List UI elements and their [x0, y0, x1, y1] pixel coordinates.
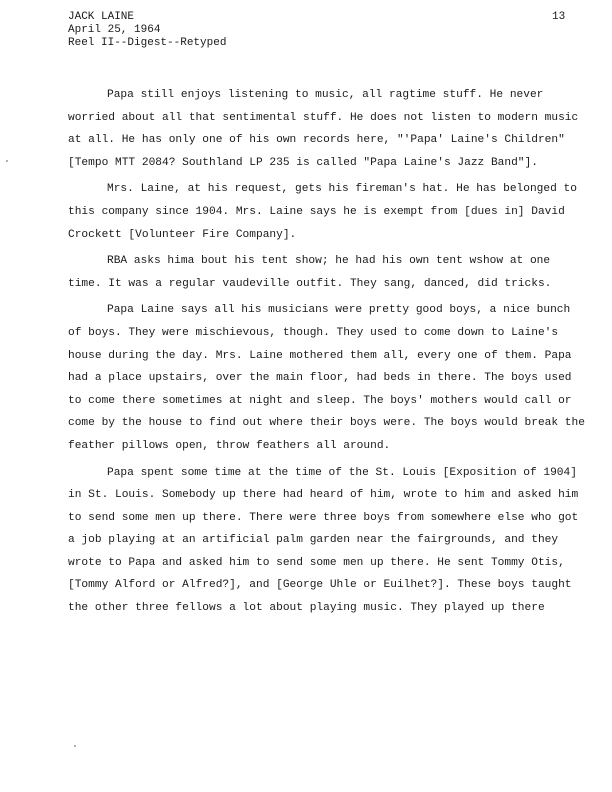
page-number: 13 — [552, 11, 566, 23]
paragraph: Papa Laine says all his musicians were pretty good boys, a nice bunch of boys. They were mischievous, though. They used to come down to Laine's house during the day. Mrs. Laine mothered them all, every one of them. Papa had a place upstairs, over the main floor, had beds in there. The boys used to come there sometimes at night and sleep. The boys' mothers would call or come by the house to find out where their boys were. The boys would break the feather pillows open, throw feathers all around. — [68, 304, 585, 452]
header-name: JACK LAINE — [68, 11, 135, 23]
header-reel: Reel II--Digest--Retyped — [68, 37, 227, 49]
body-text — [68, 84, 588, 624]
paragraph: RBA asks hima bout his tent show; he had his own tent wshow at one time. It was a regular vaudeville outfit. They sang, danced, did tricks. — [68, 255, 552, 290]
scan-speck — [74, 745, 76, 747]
scan-speck — [6, 160, 8, 162]
paragraph: Papa spent some time at the time of the St. Louis [Exposition of 1904] in St. Louis. Somebody up there had heard of him, wrote to him and asked him to send some men up there. There were three boys from somewhere else who got a job playing at an artificial palm garden near the fairgrounds, and they wrote to Papa and asked him to send some men up there. He sent Tommy Otis, [Tommy Alford or Alfred?], and [George Uhle or Euilhet?]. These boys taught the other three fellows a lot about playing music. They played up there — [68, 466, 579, 615]
document-header — [68, 11, 226, 50]
header-date: April 25, 1964 — [68, 24, 161, 36]
paragraph: Mrs. Laine, at his request, gets his fireman's hat. He has belonged to this company since 1904. Mrs. Laine says he is exempt from [dues in] David Crockett [Volunteer Fire Company]. — [68, 183, 577, 241]
paragraph: Papa still enjoys listening to music, all ragtime stuff. He never worried about all that sentimental stuff. He does not listen to modern music at all. He has only one of his own records here, "'Papa' Laine's Children" [Tempo MTT 2084? Southland LP 235 is called "Papa Laine's Jazz Band"]. — [68, 89, 579, 169]
